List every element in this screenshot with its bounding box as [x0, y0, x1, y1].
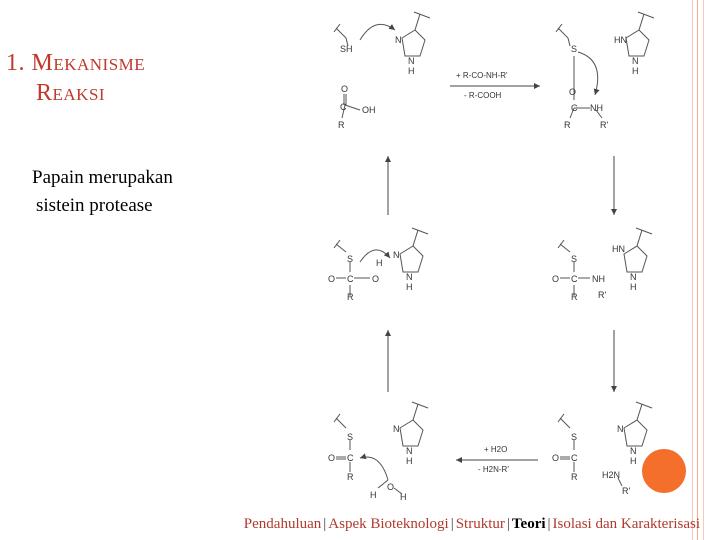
step1-o: O — [341, 84, 349, 94]
decorative-orange-circle — [642, 449, 686, 493]
footer-item-pendahuluan[interactable]: Pendahuluan — [243, 516, 322, 532]
footer-item-aspek-bioteknologi[interactable]: Aspek Bioteknologi — [328, 516, 449, 532]
footer-separator: | — [450, 516, 454, 532]
step3-r: R — [347, 292, 354, 302]
step5-water-h1: H — [370, 490, 377, 500]
title-line-2: Reaksi — [36, 80, 106, 106]
step3-o-right: O — [372, 274, 380, 284]
step1-n2: N — [408, 56, 415, 66]
title-line-1: 1. Mekanisme — [6, 50, 146, 76]
step3-o-left: O — [328, 274, 336, 284]
step4-o: O — [552, 274, 560, 284]
step5-h: H — [406, 456, 413, 466]
step2-r: R — [564, 120, 571, 130]
step3-c: C — [347, 274, 354, 284]
body-line-1: Papain merupakan — [32, 167, 173, 188]
reagent-top-out: - R-COOH — [464, 91, 502, 100]
step1-c: C — [340, 102, 347, 112]
step4-h: H — [630, 282, 637, 292]
step5-water-o: O — [387, 482, 395, 492]
step6-s: S — [571, 432, 578, 442]
footer-nav — [0, 516, 700, 533]
step4-r: R — [571, 292, 578, 302]
step1-h: H — [408, 66, 415, 76]
step3-n2: N — [406, 272, 413, 282]
step6-h: H — [630, 456, 637, 466]
reagent-top-in: + R-CO-NH-R' — [456, 71, 508, 80]
step6-h2n: H2N — [602, 470, 621, 480]
step6-r: R — [571, 472, 578, 482]
step4-n: N — [630, 272, 637, 282]
footer-item-struktur[interactable]: Struktur — [455, 516, 505, 532]
step1-sh: SH — [340, 44, 353, 54]
step2-r-prime: R' — [600, 120, 609, 130]
step3-n1: N — [393, 250, 400, 260]
footer-separator: | — [323, 516, 327, 532]
step1-oh: OH — [362, 105, 376, 115]
reagent-bottom-in: + H2O — [484, 445, 508, 454]
step1-n1: N — [395, 35, 402, 45]
step4-s: S — [571, 254, 578, 264]
step2-h: H — [632, 66, 639, 76]
reagent-bottom-out: - H2N-R' — [478, 465, 509, 474]
step4-r-prime: R' — [598, 290, 607, 300]
step5-s: S — [347, 432, 354, 442]
step6-c: C — [571, 453, 578, 463]
border-stripe-3 — [703, 0, 704, 540]
step6-n2: N — [630, 446, 637, 456]
footer-item-teori[interactable]: Teori — [511, 516, 546, 532]
step5-water-h2: H — [400, 492, 407, 502]
step6-n1: N — [617, 424, 624, 434]
body-text — [32, 164, 292, 220]
footer-separator: | — [547, 516, 551, 532]
step3-h2: H — [406, 282, 413, 292]
slide-title — [6, 48, 266, 108]
step5-o: O — [328, 453, 336, 463]
border-stripe-1 — [692, 0, 693, 540]
step5-n2: N — [406, 446, 413, 456]
footer-item-isolasi-dan-karakterisasi[interactable]: Isolasi dan Karakterisasi — [552, 516, 700, 532]
step3-s: S — [347, 254, 354, 264]
step2-n: N — [632, 56, 639, 66]
step1-r: R — [338, 120, 345, 130]
step2-o: O — [569, 87, 577, 97]
footer-separator: | — [506, 516, 510, 532]
step5-r: R — [347, 472, 354, 482]
step5-c: C — [347, 453, 354, 463]
step2-c: C — [571, 103, 578, 113]
step4-hn: HN — [612, 244, 625, 254]
step6-r-prime: R' — [622, 486, 631, 496]
step2-s: S — [571, 44, 578, 54]
step-1-structure — [334, 12, 430, 118]
step4-nh: NH — [592, 274, 605, 284]
border-stripe-2 — [697, 0, 698, 540]
step2-hn: HN — [614, 35, 627, 45]
step2-nh: NH — [590, 103, 603, 113]
step6-o: O — [552, 453, 560, 463]
body-line-2: sistein protease — [36, 195, 153, 216]
step3-h: H — [376, 258, 383, 268]
step5-n1: N — [393, 424, 400, 434]
step4-c: C — [571, 274, 578, 284]
papain-mechanism-diagram — [320, 0, 690, 510]
